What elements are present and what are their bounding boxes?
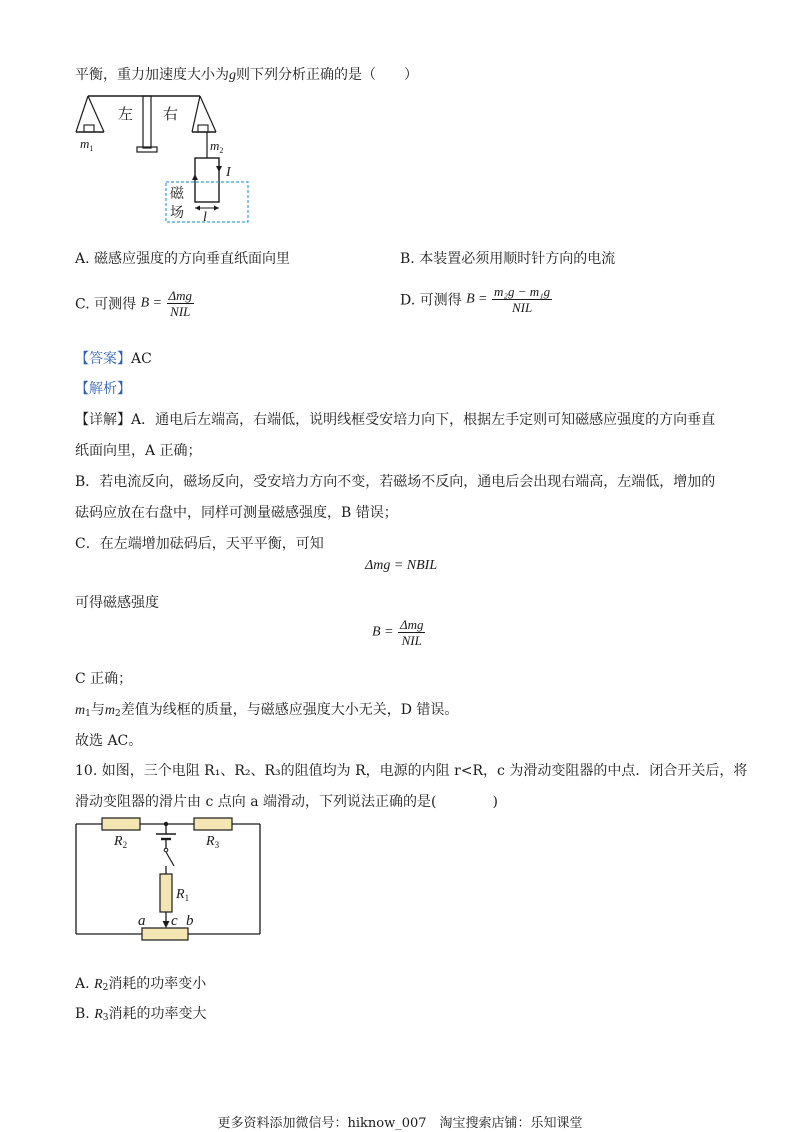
detail-c-line2: 可得磁感强度 xyxy=(75,595,159,611)
r3-label: $R_3$ xyxy=(206,834,220,850)
detail-a-line1: 【详解】A．通电后左端高，右端低，说明线框受安培力向下，根据左手定则可知磁感应强度的方向垂直 xyxy=(75,412,716,428)
q10-option-b: B. $R_3$消耗的功率变大 xyxy=(75,1006,207,1023)
detail-c-equation-1: Δmg = NBIL xyxy=(365,558,438,573)
detail-d-line: $m_1$与$m_2$差值为线框的质量，与磁感应强度大小无关，D 错误。 xyxy=(75,702,459,719)
analysis-tag: 【解析】 xyxy=(75,381,131,397)
q9-option-d: D. 可测得 B = $\frac{\text{m₂g − m₁g}}{\text{NIL}}$ xyxy=(400,284,551,315)
field-label-1: 磁 xyxy=(170,187,184,202)
q10-option-a: A. $R_2$消耗的功率变小 xyxy=(75,976,207,993)
detail-c-line1: C．在左端增加砝码后，天平平衡，可知 xyxy=(75,536,324,552)
detail-a-line2: 纸面向里，A 正确； xyxy=(75,443,202,459)
balance-figure xyxy=(70,90,270,230)
circuit-figure xyxy=(70,812,270,944)
terminal-a-label: a xyxy=(138,913,146,929)
m2-label: $m_2$ xyxy=(210,138,224,155)
detail-b-line1: B．若电流反向，磁场反向，受安培力方向不变，若磁场不反向，通电后会出现右端高，左端低，增加的 xyxy=(75,474,716,490)
detail-b-line2: 砝码应放在右盘中，同样可测量磁感强度，B 错误； xyxy=(75,505,398,521)
q9-option-b: B. 本装置必须用顺时针方向的电流 xyxy=(400,251,616,267)
q9-option-a: A. 磁感应强度的方向垂直纸面向里 xyxy=(75,251,291,267)
field-label-2: 场 xyxy=(170,206,184,221)
q9-stem: 平衡，重力加速度大小为g则下列分析正确的是（ ） xyxy=(75,67,418,83)
answer-line: 【答案】AC xyxy=(75,351,152,367)
length-label: l xyxy=(203,210,207,225)
r1-label: $R_1$ xyxy=(176,887,190,903)
detail-c-equation-2: B = $\frac{\text{Δmg}}{\text{NIL}}$ xyxy=(372,617,424,648)
right-label: 右 xyxy=(163,107,179,123)
terminal-c-label: c xyxy=(171,913,178,929)
q9-option-c: C. 可测得 B = $\frac{\text{Δmg}}{\text{NIL}}$ xyxy=(75,288,193,319)
current-label: I xyxy=(226,165,231,180)
q10-stem-line1: 10. 如图，三个电阻 R₁、R₂、R₃的阻值均为 R，电源的内阻 r<R，c 为滑动变阻器的中点．闭合开关后，将 xyxy=(75,763,748,779)
detail-conclusion: 故选 AC。 xyxy=(75,733,143,749)
m1-label: $m_1$ xyxy=(80,136,94,153)
terminal-b-label: b xyxy=(186,913,194,929)
detail-c-line3: C 正确； xyxy=(75,671,133,687)
r2-label: $R_2$ xyxy=(114,834,128,850)
page-footer: 更多资料添加微信号：hiknow_007 淘宝搜索店铺：乐知课堂 xyxy=(217,1116,583,1131)
left-label: 左 xyxy=(118,107,134,123)
q10-stem-line2: 滑动变阻器的滑片由 c 点向 a 端滑动，下列说法正确的是( ) xyxy=(75,794,498,810)
